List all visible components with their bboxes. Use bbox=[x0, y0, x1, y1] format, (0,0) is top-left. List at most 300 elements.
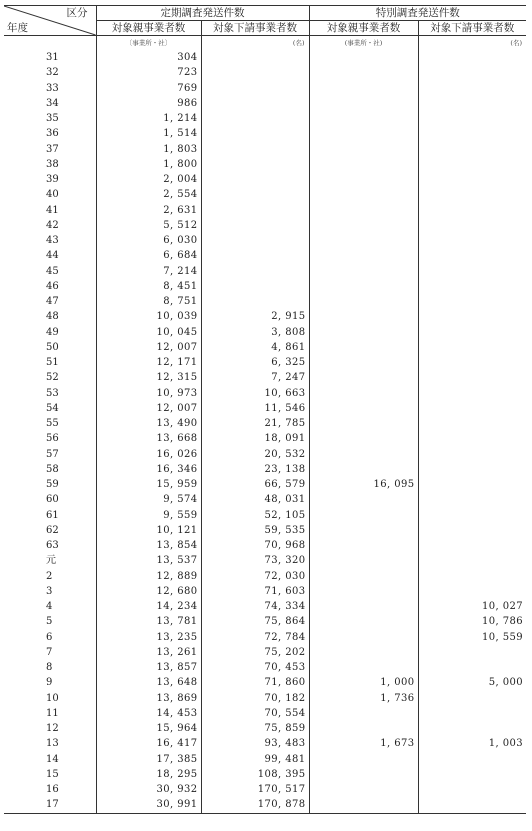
regular-subcontractor-count-cell: 6, 325 bbox=[201, 355, 309, 370]
special-subcontractor-count-cell bbox=[418, 416, 526, 431]
regular-parent-count-cell: 10, 039 bbox=[96, 309, 201, 324]
special-parent-count-cell bbox=[309, 264, 418, 279]
special-parent-count-cell bbox=[309, 65, 418, 80]
special-parent-count-cell bbox=[309, 660, 418, 675]
table-row bbox=[4, 340, 526, 355]
regular-subcontractor-count-cell: 70, 968 bbox=[201, 538, 309, 553]
regular-subcontractor-count-cell: 71, 603 bbox=[201, 584, 309, 599]
regular-parent-count-cell: 14, 453 bbox=[96, 706, 201, 721]
table-row bbox=[4, 233, 526, 248]
regular-parent-count-cell: 12, 171 bbox=[96, 355, 201, 370]
special-parent-count-cell bbox=[309, 599, 418, 614]
table-row bbox=[4, 782, 526, 797]
regular-subcontractor-count-cell: 66, 579 bbox=[201, 477, 309, 492]
fiscal-year-cell: 6 bbox=[46, 631, 53, 643]
special-parent-count-cell bbox=[309, 81, 418, 96]
fiscal-year-cell: 45 bbox=[46, 265, 59, 277]
table-row bbox=[4, 81, 526, 96]
regular-parent-count-cell: 16, 417 bbox=[96, 736, 201, 751]
fiscal-year-cell: 42 bbox=[46, 219, 59, 231]
regular-parent-count-cell: 7, 214 bbox=[96, 264, 201, 279]
regular-parent-count-cell: 16, 026 bbox=[96, 447, 201, 462]
regular-subcontractor-count-cell bbox=[201, 157, 309, 172]
regular-subcontractor-count-cell bbox=[201, 142, 309, 157]
table-row bbox=[4, 767, 526, 782]
regular-subcontractor-count-cell: 11, 546 bbox=[201, 401, 309, 416]
regular-parent-count-cell: 2, 631 bbox=[96, 203, 201, 218]
special-parent-count-cell bbox=[309, 523, 418, 538]
regular-subcontractor-count-cell: 10, 663 bbox=[201, 386, 309, 401]
fiscal-year-cell: 46 bbox=[46, 280, 59, 292]
special-subcontractor-count-cell bbox=[418, 553, 526, 568]
fiscal-year-cell: 元 bbox=[46, 555, 56, 567]
special-parent-count-cell bbox=[309, 111, 418, 126]
regular-parent-count-cell: 16, 346 bbox=[96, 462, 201, 477]
special-parent-count-cell bbox=[309, 142, 418, 157]
fiscal-year-cell: 59 bbox=[46, 479, 59, 491]
special-subcontractor-count-cell bbox=[418, 50, 526, 65]
special-parent-count-cell bbox=[309, 538, 418, 553]
special-survey-group-header: 特別調査発送件数 bbox=[309, 6, 526, 21]
special-parent-count-cell bbox=[309, 233, 418, 248]
table-row bbox=[4, 279, 526, 294]
special-parent-count-cell bbox=[309, 431, 418, 446]
special-subcontractor-count-cell bbox=[418, 477, 526, 492]
special-parent-count-cell bbox=[309, 508, 418, 523]
table-row bbox=[4, 752, 526, 767]
special-subcontractor-count-cell bbox=[418, 431, 526, 446]
special-parent-count-cell bbox=[309, 569, 418, 584]
special-subcontractor-count-cell bbox=[418, 386, 526, 401]
special-subcontractor-count-cell: 10, 559 bbox=[418, 630, 526, 645]
fiscal-year-cell: 33 bbox=[46, 82, 59, 94]
special-parent-count-cell bbox=[309, 370, 418, 385]
regular-parent-count-cell: 13, 490 bbox=[96, 416, 201, 431]
special-subcontractor-count-cell bbox=[418, 462, 526, 477]
special-subcontractor-count-cell bbox=[418, 401, 526, 416]
special-parent-count-cell bbox=[309, 462, 418, 477]
fiscal-year-cell: 11 bbox=[46, 707, 59, 719]
fiscal-year-cell: 15 bbox=[46, 768, 59, 780]
regular-parent-count-cell: 15, 964 bbox=[96, 721, 201, 736]
table-row bbox=[4, 157, 526, 172]
units-row bbox=[4, 36, 526, 51]
table-row bbox=[4, 218, 526, 233]
fiscal-year-cell: 38 bbox=[46, 158, 59, 170]
special-parent-count-cell bbox=[309, 355, 418, 370]
regular-parent-count-cell: 723 bbox=[96, 65, 201, 80]
table-row bbox=[4, 416, 526, 431]
regular-parent-count-cell: 6, 030 bbox=[96, 233, 201, 248]
special-subcontractor-count-cell bbox=[418, 142, 526, 157]
regular-subcontractor-count-cell: 18, 091 bbox=[201, 431, 309, 446]
table-row bbox=[4, 477, 526, 492]
regular-parent-count-cell: 12, 680 bbox=[96, 584, 201, 599]
regular-subcontractor-count-cell bbox=[201, 264, 309, 279]
special-subcontractor-count-cell bbox=[418, 660, 526, 675]
regular-parent-count-cell: 13, 781 bbox=[96, 614, 201, 629]
special-parent-count-cell bbox=[309, 294, 418, 309]
special-parent-count-cell bbox=[309, 325, 418, 340]
fiscal-year-cell: 16 bbox=[46, 784, 59, 796]
fiscal-year-cell: 55 bbox=[46, 418, 59, 430]
special-subcontractor-count-cell bbox=[418, 492, 526, 507]
table-row bbox=[4, 50, 526, 65]
regular-parent-count-cell: 15, 959 bbox=[96, 477, 201, 492]
regular-parent-count-cell: 14, 234 bbox=[96, 599, 201, 614]
special-subcontractor-count-cell bbox=[418, 203, 526, 218]
unit-label: (名) bbox=[201, 36, 309, 51]
special-parent-count-cell bbox=[309, 309, 418, 324]
regular-parent-count-cell: 30, 991 bbox=[96, 797, 201, 813]
special-parent-count-cell: 1, 673 bbox=[309, 736, 418, 751]
regular-subcontractor-count-cell: 3, 808 bbox=[201, 325, 309, 340]
regular-subcontractor-count-cell: 170, 878 bbox=[201, 797, 309, 813]
special-subcontractor-count-cell bbox=[418, 264, 526, 279]
regular-parent-count-cell: 18, 295 bbox=[96, 767, 201, 782]
special-parent-count-cell bbox=[309, 767, 418, 782]
fiscal-year-cell: 17 bbox=[4, 797, 96, 813]
regular-subcontractor-count-cell: 75, 859 bbox=[201, 721, 309, 736]
special-subcontractor-count-cell bbox=[418, 569, 526, 584]
regular-parent-count-cell: 10, 973 bbox=[96, 386, 201, 401]
regular-subcontractor-count-cell bbox=[201, 172, 309, 187]
regular-parent-count-cell: 13, 854 bbox=[96, 538, 201, 553]
corner-header-cell bbox=[4, 6, 96, 36]
special-subcontractor-count-cell bbox=[418, 65, 526, 80]
regular-parent-count-cell: 2, 554 bbox=[96, 187, 201, 202]
regular-parent-count-cell: 1, 800 bbox=[96, 157, 201, 172]
special-subcontractor-count-cell bbox=[418, 447, 526, 462]
special-subcontractor-count-cell bbox=[418, 355, 526, 370]
special-subcontractor-count-cell bbox=[418, 111, 526, 126]
fiscal-year-label: 年度 bbox=[7, 22, 28, 34]
special-subcontractor-count-cell bbox=[418, 279, 526, 294]
regular-parent-count-cell: 13, 235 bbox=[96, 630, 201, 645]
regular-subcontractor-count-cell bbox=[201, 294, 309, 309]
regular-subcontractor-count-cell: 75, 864 bbox=[201, 614, 309, 629]
table-row bbox=[4, 462, 526, 477]
fiscal-year-cell: 4 bbox=[46, 601, 53, 613]
table-row bbox=[4, 96, 526, 111]
fiscal-year-cell: 61 bbox=[46, 509, 59, 521]
table-row bbox=[4, 523, 526, 538]
special-parent-count-cell bbox=[309, 782, 418, 797]
regular-subcontractor-count-cell: 70, 182 bbox=[201, 691, 309, 706]
regular-subcontractor-count-cell: 73, 320 bbox=[201, 553, 309, 568]
special-parent-count-cell: 1, 000 bbox=[309, 675, 418, 690]
regular-parent-count-cell: 10, 045 bbox=[96, 325, 201, 340]
regular-parent-count-cell: 12, 889 bbox=[96, 569, 201, 584]
table-row bbox=[4, 569, 526, 584]
regular-subcontractor-count-cell bbox=[201, 81, 309, 96]
fiscal-year-cell: 35 bbox=[46, 113, 59, 125]
special-subcontractor-count-cell bbox=[418, 508, 526, 523]
fiscal-year-cell: 56 bbox=[46, 433, 59, 445]
special-subcontractor-count-cell bbox=[418, 325, 526, 340]
regular-subcontractor-count-cell: 72, 784 bbox=[201, 630, 309, 645]
unit-label: (事業所・社) bbox=[309, 36, 418, 51]
regular-parent-count-header: 対象親事業者数 bbox=[96, 21, 201, 36]
regular-subcontractor-count-cell: 70, 554 bbox=[201, 706, 309, 721]
regular-subcontractor-count-cell: 21, 785 bbox=[201, 416, 309, 431]
regular-parent-count-cell: 12, 007 bbox=[96, 340, 201, 355]
special-parent-count-cell bbox=[309, 721, 418, 736]
special-parent-count-cell bbox=[309, 630, 418, 645]
unit-label: 〔事業所・社〕 bbox=[96, 36, 201, 51]
fiscal-year-cell: 2 bbox=[46, 570, 53, 582]
regular-parent-count-cell: 8, 751 bbox=[96, 294, 201, 309]
special-parent-count-header: 対象親事業者数 bbox=[309, 21, 418, 36]
special-parent-count-cell bbox=[309, 752, 418, 767]
special-parent-count-cell bbox=[309, 50, 418, 65]
regular-subcontractor-count-cell: 71, 860 bbox=[201, 675, 309, 690]
special-subcontractor-count-cell bbox=[418, 523, 526, 538]
special-subcontractor-count-cell bbox=[418, 538, 526, 553]
fiscal-year-cell: 40 bbox=[46, 189, 59, 201]
regular-subcontractor-count-cell: 48, 031 bbox=[201, 492, 309, 507]
special-parent-count-cell bbox=[309, 126, 418, 141]
special-subcontractor-count-cell bbox=[418, 721, 526, 736]
special-parent-count-cell bbox=[309, 187, 418, 202]
fiscal-year-cell: 62 bbox=[46, 524, 59, 536]
special-subcontractor-count-cell: 5, 000 bbox=[418, 675, 526, 690]
special-subcontractor-count-cell bbox=[418, 767, 526, 782]
table-row bbox=[4, 172, 526, 187]
table-row bbox=[4, 187, 526, 202]
special-parent-count-cell bbox=[309, 172, 418, 187]
table-row bbox=[4, 294, 526, 309]
special-subcontractor-count-cell bbox=[418, 706, 526, 721]
special-subcontractor-count-cell bbox=[418, 233, 526, 248]
fiscal-year-cell: 9 bbox=[46, 677, 53, 689]
regular-subcontractor-count-cell bbox=[201, 111, 309, 126]
special-subcontractor-count-cell bbox=[418, 797, 526, 813]
regular-parent-count-cell: 9, 559 bbox=[96, 508, 201, 523]
regular-subcontractor-count-cell bbox=[201, 233, 309, 248]
regular-subcontractor-count-cell: 20, 532 bbox=[201, 447, 309, 462]
regular-parent-count-cell: 1, 803 bbox=[96, 142, 201, 157]
fiscal-year-cell: 36 bbox=[46, 128, 59, 140]
regular-subcontractor-count-cell bbox=[201, 203, 309, 218]
fiscal-year-cell: 5 bbox=[46, 616, 53, 628]
special-parent-count-cell bbox=[309, 96, 418, 111]
special-subcontractor-count-cell: 10, 027 bbox=[418, 599, 526, 614]
special-subcontractor-count-cell bbox=[418, 370, 526, 385]
table-row bbox=[4, 736, 526, 751]
table-row bbox=[4, 248, 526, 263]
unit-label: (名) bbox=[418, 36, 526, 51]
regular-subcontractor-count-cell: 7, 247 bbox=[201, 370, 309, 385]
regular-parent-count-cell: 5, 512 bbox=[96, 218, 201, 233]
special-parent-count-cell bbox=[309, 553, 418, 568]
table-row bbox=[4, 355, 526, 370]
table-row bbox=[4, 492, 526, 507]
table-row bbox=[4, 386, 526, 401]
table-row bbox=[4, 264, 526, 279]
table-row bbox=[4, 401, 526, 416]
special-parent-count-cell bbox=[309, 157, 418, 172]
regular-parent-count-cell: 13, 537 bbox=[96, 553, 201, 568]
table-row bbox=[4, 660, 526, 675]
table-row bbox=[4, 111, 526, 126]
regular-parent-count-cell: 30, 932 bbox=[96, 782, 201, 797]
fiscal-year-cell: 48 bbox=[46, 311, 59, 323]
fiscal-year-cell: 49 bbox=[46, 326, 59, 338]
table-body bbox=[4, 36, 526, 814]
fiscal-year-cell: 39 bbox=[46, 174, 59, 186]
fiscal-year-cell: 52 bbox=[46, 372, 59, 384]
fiscal-year-cell: 58 bbox=[46, 463, 59, 475]
regular-parent-count-cell: 10, 121 bbox=[96, 523, 201, 538]
table-row bbox=[4, 325, 526, 340]
table-row bbox=[4, 553, 526, 568]
table-row bbox=[4, 645, 526, 660]
fiscal-year-cell: 7 bbox=[46, 646, 53, 658]
table-row bbox=[4, 797, 526, 813]
special-parent-count-cell bbox=[309, 584, 418, 599]
special-subcontractor-count-cell bbox=[418, 81, 526, 96]
table-row bbox=[4, 691, 526, 706]
regular-parent-count-cell: 304 bbox=[96, 50, 201, 65]
table-row bbox=[4, 370, 526, 385]
special-subcontractor-count-cell bbox=[418, 645, 526, 660]
fiscal-year-cell: 60 bbox=[46, 494, 59, 506]
special-subcontractor-count-cell: 10, 786 bbox=[418, 614, 526, 629]
survey-dispatch-table bbox=[4, 5, 526, 814]
table-row bbox=[4, 203, 526, 218]
fiscal-year-cell: 10 bbox=[46, 692, 59, 704]
special-subcontractor-count-cell bbox=[418, 752, 526, 767]
regular-parent-count-cell: 6, 684 bbox=[96, 248, 201, 263]
special-subcontractor-count-header: 対象下請事業者数 bbox=[418, 21, 526, 36]
special-subcontractor-count-cell bbox=[418, 172, 526, 187]
special-subcontractor-count-cell bbox=[418, 691, 526, 706]
regular-subcontractor-count-cell bbox=[201, 50, 309, 65]
fiscal-year-cell: 44 bbox=[46, 250, 59, 262]
regular-parent-count-cell: 1, 514 bbox=[96, 126, 201, 141]
fiscal-year-cell: 32 bbox=[46, 67, 59, 79]
special-parent-count-cell bbox=[309, 218, 418, 233]
regular-subcontractor-count-cell: 99, 481 bbox=[201, 752, 309, 767]
special-subcontractor-count-cell: 1, 003 bbox=[418, 736, 526, 751]
fiscal-year-cell: 57 bbox=[46, 448, 59, 460]
fiscal-year-cell: 54 bbox=[46, 402, 59, 414]
special-parent-count-cell bbox=[309, 492, 418, 507]
regular-survey-group-header: 定期調査発送件数 bbox=[96, 6, 309, 21]
special-subcontractor-count-cell bbox=[418, 96, 526, 111]
fiscal-year-cell: 43 bbox=[46, 235, 59, 247]
fiscal-year-cell: 37 bbox=[46, 143, 59, 155]
regular-parent-count-cell: 8, 451 bbox=[96, 279, 201, 294]
regular-subcontractor-count-cell: 93, 483 bbox=[201, 736, 309, 751]
regular-subcontractor-count-cell bbox=[201, 187, 309, 202]
regular-subcontractor-count-cell: 59, 535 bbox=[201, 523, 309, 538]
table-row bbox=[4, 706, 526, 721]
table-row bbox=[4, 721, 526, 736]
special-subcontractor-count-cell bbox=[418, 248, 526, 263]
table-row bbox=[4, 614, 526, 629]
fiscal-year-cell: 53 bbox=[46, 387, 59, 399]
table-row bbox=[4, 431, 526, 446]
special-parent-count-cell bbox=[309, 279, 418, 294]
special-parent-count-cell bbox=[309, 447, 418, 462]
table-header bbox=[4, 6, 526, 36]
table-row bbox=[4, 447, 526, 462]
special-parent-count-cell bbox=[309, 340, 418, 355]
special-parent-count-cell bbox=[309, 797, 418, 813]
units-year-cell bbox=[4, 36, 96, 51]
special-parent-count-cell bbox=[309, 416, 418, 431]
regular-parent-count-cell: 1, 214 bbox=[96, 111, 201, 126]
regular-parent-count-cell: 986 bbox=[96, 96, 201, 111]
fiscal-year-cell: 12 bbox=[46, 723, 59, 735]
table-row bbox=[4, 675, 526, 690]
special-subcontractor-count-cell bbox=[418, 218, 526, 233]
regular-parent-count-cell: 769 bbox=[96, 81, 201, 96]
regular-subcontractor-count-cell: 4, 861 bbox=[201, 340, 309, 355]
regular-parent-count-cell: 13, 857 bbox=[96, 660, 201, 675]
regular-subcontractor-count-header: 対象下請事業者数 bbox=[201, 21, 309, 36]
regular-parent-count-cell: 13, 648 bbox=[96, 675, 201, 690]
regular-parent-count-cell: 2, 004 bbox=[96, 172, 201, 187]
fiscal-year-cell: 47 bbox=[46, 296, 59, 308]
special-subcontractor-count-cell bbox=[418, 340, 526, 355]
fiscal-year-cell: 34 bbox=[46, 97, 59, 109]
category-label: 区分 bbox=[66, 7, 88, 19]
special-subcontractor-count-cell bbox=[418, 584, 526, 599]
fiscal-year-cell: 63 bbox=[46, 540, 59, 552]
special-parent-count-cell bbox=[309, 248, 418, 263]
regular-subcontractor-count-cell bbox=[201, 126, 309, 141]
special-subcontractor-count-cell bbox=[418, 157, 526, 172]
regular-subcontractor-count-cell bbox=[201, 279, 309, 294]
special-parent-count-cell bbox=[309, 614, 418, 629]
fiscal-year-cell: 3 bbox=[46, 585, 53, 597]
regular-subcontractor-count-cell bbox=[201, 248, 309, 263]
regular-subcontractor-count-cell: 2, 915 bbox=[201, 309, 309, 324]
table-row bbox=[4, 538, 526, 553]
table-row bbox=[4, 65, 526, 80]
regular-parent-count-cell: 9, 574 bbox=[96, 492, 201, 507]
fiscal-year-cell: 41 bbox=[46, 204, 59, 216]
special-subcontractor-count-cell bbox=[418, 309, 526, 324]
regular-subcontractor-count-cell bbox=[201, 218, 309, 233]
table-row bbox=[4, 126, 526, 141]
fiscal-year-cell: 13 bbox=[46, 738, 59, 750]
regular-subcontractor-count-cell: 70, 453 bbox=[201, 660, 309, 675]
special-parent-count-cell bbox=[309, 401, 418, 416]
table-row bbox=[4, 309, 526, 324]
regular-subcontractor-count-cell: 75, 202 bbox=[201, 645, 309, 660]
special-parent-count-cell bbox=[309, 203, 418, 218]
regular-subcontractor-count-cell bbox=[201, 65, 309, 80]
regular-parent-count-cell: 13, 869 bbox=[96, 691, 201, 706]
fiscal-year-cell: 51 bbox=[46, 357, 59, 369]
special-parent-count-cell bbox=[309, 386, 418, 401]
fiscal-year-cell: 8 bbox=[46, 662, 53, 674]
special-subcontractor-count-cell bbox=[418, 294, 526, 309]
regular-subcontractor-count-cell: 108, 395 bbox=[201, 767, 309, 782]
fiscal-year-cell: 14 bbox=[46, 753, 59, 765]
table-row bbox=[4, 630, 526, 645]
table-row bbox=[4, 599, 526, 614]
regular-subcontractor-count-cell: 23, 138 bbox=[201, 462, 309, 477]
regular-subcontractor-count-cell: 170, 517 bbox=[201, 782, 309, 797]
regular-subcontractor-count-cell: 72, 030 bbox=[201, 569, 309, 584]
regular-subcontractor-count-cell: 52, 105 bbox=[201, 508, 309, 523]
regular-subcontractor-count-cell bbox=[201, 96, 309, 111]
